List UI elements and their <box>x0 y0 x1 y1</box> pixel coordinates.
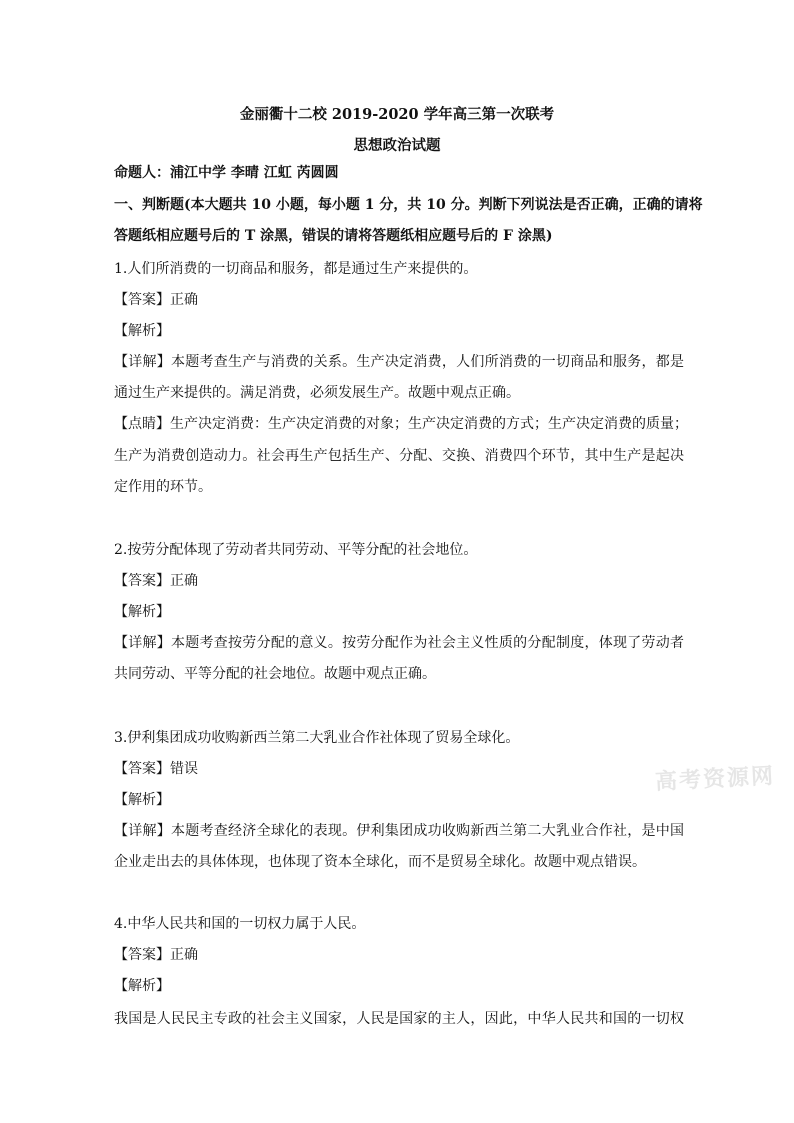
question-3-detail-line-1: 【详解】本题考查经济全球化的表现。伊利集团成功收购新西兰第二大乳业合作社，是中国 <box>114 823 684 839</box>
question-3: 3.伊利集团成功收购新西兰第二大乳业合作社体现了贸易全球化。 <box>114 730 520 746</box>
question-4-answer: 【答案】正确 <box>114 947 198 963</box>
question-1-detail-line-1: 【详解】本题考查生产与消费的关系。生产决定消费，人们所消费的一切商品和服务，都是 <box>114 354 684 370</box>
question-1-analysis-label: 【解析】 <box>114 323 170 339</box>
question-2: 2.按劳分配体现了劳动者共同劳动、平等分配的社会地位。 <box>114 542 478 558</box>
question-2-analysis-label: 【解析】 <box>114 604 170 620</box>
question-4-text-line-1: 我国是人民民主专政的社会主义国家，人民是国家的主人，因此，中华人民共和国的一切权 <box>114 1011 684 1027</box>
question-2-detail-line-1: 【详解】本题考查按劳分配的意义。按劳分配作为社会主义性质的分配制度，体现了劳动者 <box>114 635 684 651</box>
question-3-analysis-label: 【解析】 <box>114 792 170 808</box>
question-4-analysis-label: 【解析】 <box>114 978 170 994</box>
question-3-detail-line-2: 企业走出去的具体体现，也体现了资本全球化，而不是贸易全球化。故题中观点错误。 <box>114 854 646 870</box>
question-1: 1.人们所消费的一切商品和服务，都是通过生产来提供的。 <box>114 261 478 277</box>
question-3-answer: 【答案】错误 <box>114 761 198 777</box>
document-title: 金丽衢十二校 2019-2020 学年高三第一次联考 <box>239 106 555 123</box>
question-4: 4.中华人民共和国的一切权力属于人民。 <box>114 916 366 932</box>
authors-line: 命题人：浦江中学 李晴 江虹 芮圆圆 <box>114 165 339 181</box>
document-subtitle: 思想政治试题 <box>353 137 441 154</box>
question-1-point-line-1: 【点睛】生产决定消费：生产决定消费的对象；生产决定消费的方式；生产决定消费的质量； <box>114 416 688 432</box>
question-2-detail-line-2: 共同劳动、平等分配的社会地位。故题中观点正确。 <box>114 666 436 682</box>
section-heading-line-2: 答题纸相应题号后的 T 涂黑，错误的请将答题纸相应题号后的 F 涂黑) <box>114 228 553 244</box>
section-heading-line-1: 一、判断题(本大题共 10 小题，每小题 1 分，共 10 分。判断下列说法是否正确，正确的请将 <box>114 197 703 213</box>
question-1-point-line-3: 定作用的环节。 <box>114 479 212 495</box>
question-1-detail-line-2: 通过生产来提供的。满足消费，必须发展生产。故题中观点正确。 <box>114 385 520 401</box>
question-1-answer: 【答案】正确 <box>114 292 198 308</box>
watermark: 高考资源网 <box>654 762 776 796</box>
question-2-answer: 【答案】正确 <box>114 573 198 589</box>
question-1-point-line-2: 生产为消费创造动力。社会再生产包括生产、分配、交换、消费四个环节，其中生产是起决 <box>114 448 684 464</box>
